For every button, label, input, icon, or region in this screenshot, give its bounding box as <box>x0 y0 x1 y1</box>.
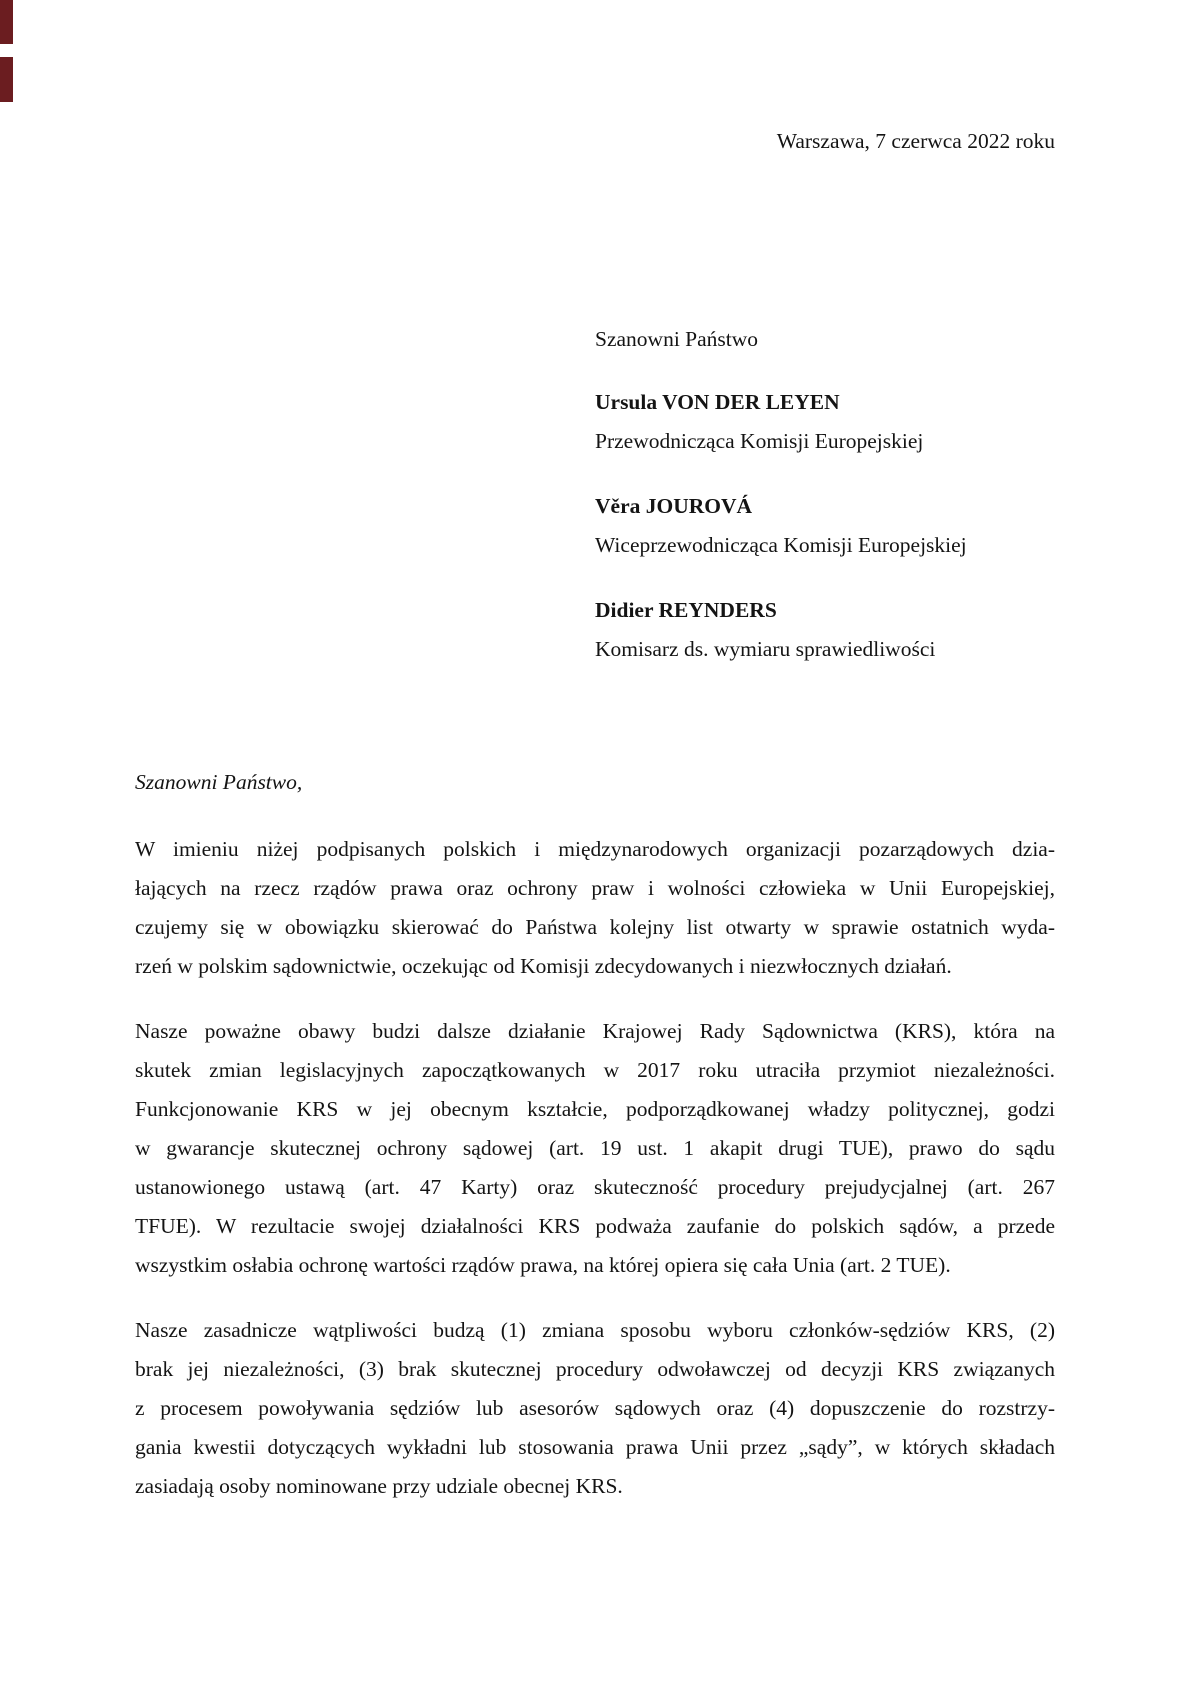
text-line: Nasze poważne obawy budzi dalsze działanie Krajowej Rady Sądownictwa (KRS), która na <box>135 1019 1055 1043</box>
recipient-name: Věra JOUROVÁ <box>595 494 753 518</box>
text-line: w gwarancje skutecznej ochrony sądowej (art. 19 ust. 1 akapit drugi TUE), prawo do sądu <box>135 1136 1055 1160</box>
recipient-name: Ursula VON DER LEYEN <box>595 390 840 414</box>
recipient-name: Didier REYNDERS <box>595 598 777 622</box>
text-line: Nasze zasadnicze wątpliwości budzą (1) zmiana sposobu wyboru członków-sędziów KRS, (2) <box>135 1318 1055 1342</box>
body-salutation: Szanowni Państwo, <box>135 770 303 794</box>
recipient-title: Komisarz ds. wymiaru sprawiedliwości <box>595 637 936 661</box>
text-line: rzeń w polskim sądownictwie, oczekując od Komisji zdecydowanych i niezwłocznych działań. <box>135 954 952 978</box>
text-line: W imieniu niżej podpisanych polskich i międzynarodowych organizacji pozarządowych dzia- <box>135 837 1055 861</box>
text-line: czujemy się w obowiązku skierować do Państwa kolejny list otwarty w sprawie ostatnich wyda- <box>135 915 1055 939</box>
text-line: skutek zmian legislacyjnych zapoczątkowanych w 2017 roku utraciła przymiot niezależności. <box>135 1058 1055 1082</box>
addressee-salutation: Szanowni Państwo <box>595 327 759 351</box>
text-line: zasiadają osoby nominowane przy udziale obecnej KRS. <box>135 1474 623 1498</box>
recipient-title: Przewodnicząca Komisji Europejskiej <box>595 429 924 453</box>
recipient-1 <box>595 383 1055 461</box>
text-line: z procesem powoływania sędziów lub asesorów sądowych oraz (4) dopuszczenie do rozstrzy- <box>135 1396 1055 1420</box>
body-paragraph-1 <box>135 830 1055 986</box>
recipient-title: Wiceprzewodnicząca Komisji Europejskiej <box>595 533 967 557</box>
text-line: Funkcjonowanie KRS w jej obecnym kształcie, podporządkowanej władzy politycznej, godzi <box>135 1097 1055 1121</box>
recipient-2 <box>595 487 1055 565</box>
page-edge-mark-bottom <box>0 57 13 102</box>
recipient-3 <box>595 591 1055 669</box>
addressee-block <box>595 320 1055 669</box>
text-line: brak jej niezależności, (3) brak skutecznej procedury odwoławczej od decyzji KRS związanych <box>135 1357 1055 1381</box>
text-line: wszystkim osłabia ochronę wartości rządów prawa, na której opiera się cała Unia (art. 2 TUE). <box>135 1253 951 1277</box>
text-line: łających na rzecz rządów prawa oraz ochrony praw i wolności człowieka w Unii Europejskiej, <box>135 876 1055 900</box>
text-line: TFUE). W rezultacie swojej działalności KRS podważa zaufanie do polskich sądów, a przede <box>135 1214 1055 1238</box>
body-paragraph-2 <box>135 1012 1055 1285</box>
page-edge-mark-top <box>0 0 13 44</box>
body-paragraph-3 <box>135 1311 1055 1506</box>
dateline: Warszawa, 7 czerwca 2022 roku <box>776 129 1055 153</box>
text-line: gania kwestii dotyczących wykładni lub stosowania prawa Unii przez „sądy”, w których składach <box>135 1435 1055 1459</box>
text-line: ustanowionego ustawą (art. 47 Karty) oraz skuteczność procedury prejudycjalnej (art. 267 <box>135 1175 1055 1199</box>
